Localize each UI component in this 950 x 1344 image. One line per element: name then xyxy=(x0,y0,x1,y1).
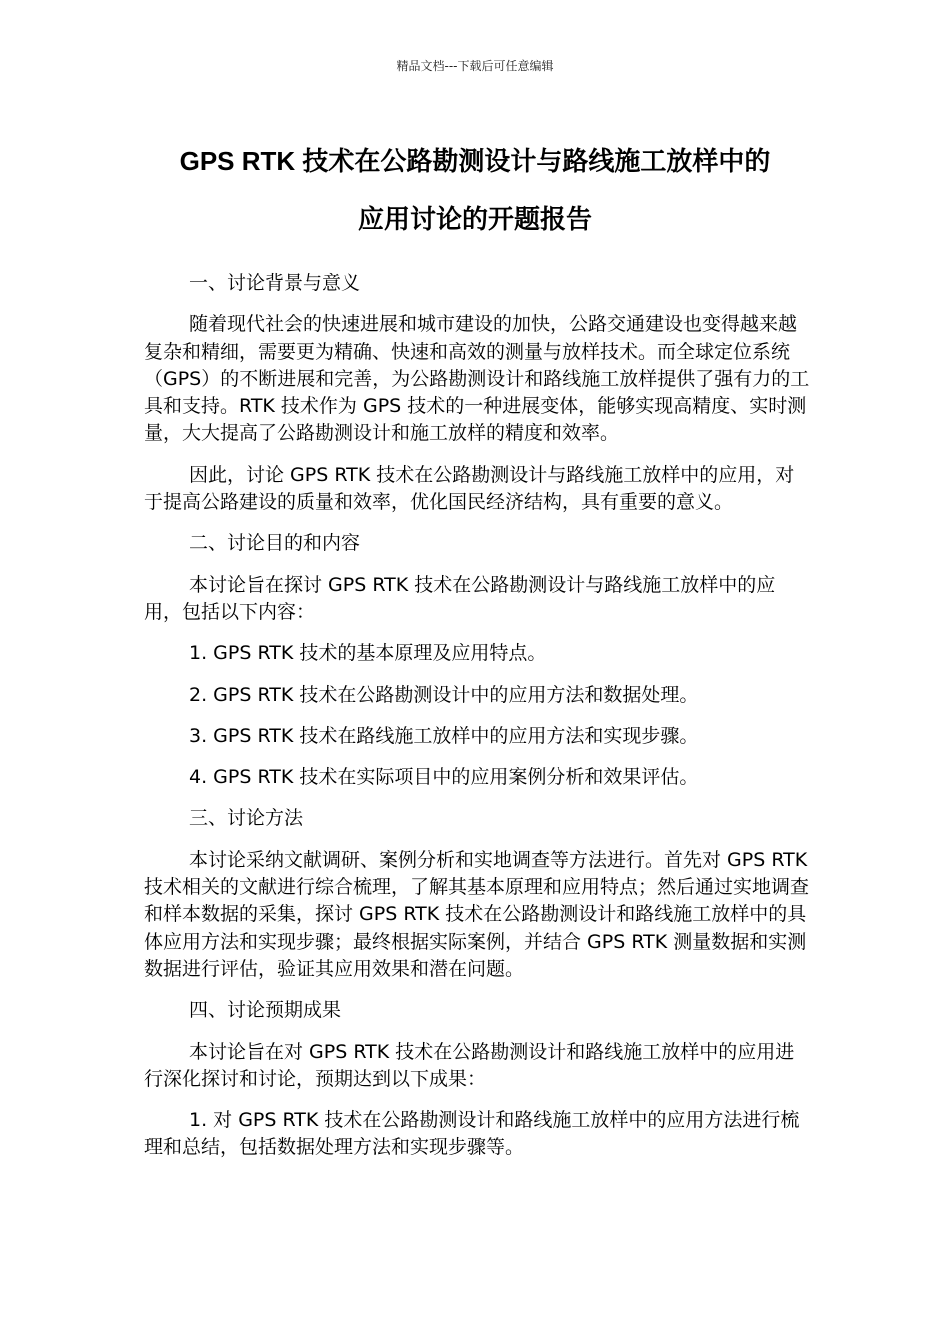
section-heading-background: 一、讨论背景与意义 xyxy=(189,272,361,294)
paragraph-background-1: 随着现代社会的快速进展和城市建设的加快，公路交通建设也变得越来越复杂和精细，需要更为精确、快速和高效的测量与放样技术。而全球定位系统（GPS）的不断进展和完善，为公路勘测设计和路线施工放样提供了强有力的工具和支持。RTK 技术作为 GPS 技术的一种进展变体，能够实现高精度、实时测量，大大提高了公路勘测设计和施工放样的精度和效率。 xyxy=(144,313,810,445)
title-line-1: GPS RTK 技术在公路勘测设计与路线施工放样中的 xyxy=(179,146,771,176)
header-note: 精品文档---下载后可任意编辑 xyxy=(396,59,554,73)
list-item-purpose-1: 1. GPS RTK 技术的基本原理及应用特点。 xyxy=(189,642,547,665)
list-item-outcome-1: 1. 对 GPS RTK 技术在公路勘测设计和路线施工放样中的应用方法进行梳理和总结，包括数据处理方法和实现步骤等。 xyxy=(144,1109,800,1159)
list-item-purpose-2: 2. GPS RTK 技术在公路勘测设计中的应用方法和数据处理。 xyxy=(189,683,699,706)
section-heading-purpose: 二、讨论目的和内容 xyxy=(189,532,361,555)
section-heading-method: 三、讨论方法 xyxy=(189,807,304,830)
document-title xyxy=(100,132,850,248)
title-line-2: 应用讨论的开题报告 xyxy=(357,204,592,234)
document-body xyxy=(144,270,812,1176)
section-heading-outcomes: 四、讨论预期成果 xyxy=(189,999,342,1022)
paragraph-background-2: 因此，讨论 GPS RTK 技术在公路勘测设计与路线施工放样中的应用，对于提高公路建设的质量和效率，优化国民经济结构，具有重要的意义。 xyxy=(144,463,795,514)
list-item-purpose-4: 4. GPS RTK 技术在实际项目中的应用案例分析和效果评估。 xyxy=(189,766,699,789)
paragraph-method: 本讨论采纳文献调研、案例分析和实地调查等方法进行。首先对 GPS RTK 技术相关的文献进行综合梳理，了解其基本原理和应用特点；然后通过实地调查和样本数据的采集，探讨 GPS RTK 技术在公路勘测设计和路线施工放样中的具体应用方法和实现步骤；最终根据实际案例，并结合 GPS RTK 测量数据和实测数据进行评估，验证其应用效果和潜在问题。 xyxy=(144,848,810,980)
paragraph-purpose-intro: 本讨论旨在探讨 GPS RTK 技术在公路勘测设计与路线施工放样中的应用，包括以下内容： xyxy=(144,573,776,623)
paragraph-outcomes-intro: 本讨论旨在对 GPS RTK 技术在公路勘测设计和路线施工放样中的应用进行深化探讨和讨论，预期达到以下成果： xyxy=(144,1040,795,1090)
list-item-purpose-3: 3. GPS RTK 技术在路线施工放样中的应用方法和实现步骤。 xyxy=(189,724,699,747)
